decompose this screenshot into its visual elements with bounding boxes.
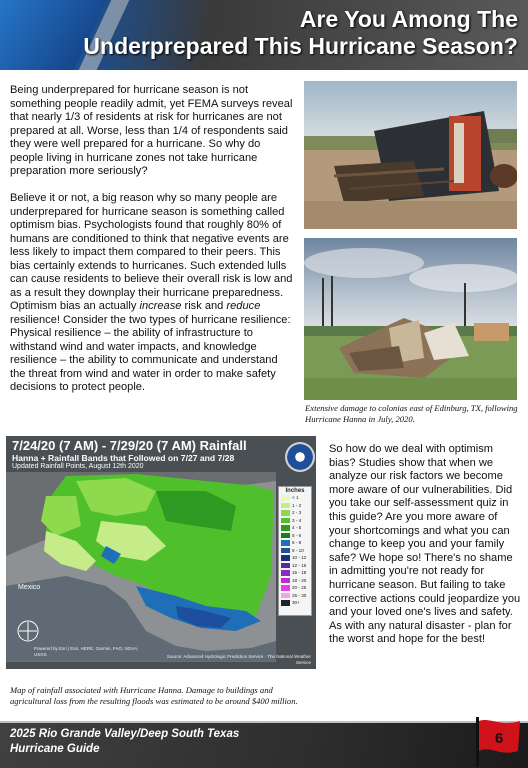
legend-label: 15 - 18 (292, 570, 307, 576)
legend-swatch (281, 593, 290, 599)
legend-item (279, 532, 311, 540)
legend-swatch (281, 525, 290, 531)
footer-guide-title (10, 727, 239, 757)
map-caption: Map of rainfall associated with Hurricane Hanna. Damage to buildings and agricultural loss from the resulting floods was estimated to be around $400 million. (10, 685, 298, 706)
legend-label: 30+ (292, 600, 300, 606)
legend-item (279, 524, 311, 532)
legend-title: Inches (285, 488, 305, 494)
legend-item (279, 517, 311, 525)
legend-label: < 1 (292, 495, 299, 501)
paragraph-2 (10, 192, 296, 395)
legend-item (279, 562, 311, 570)
legend-swatch (281, 563, 290, 569)
legend-label: 4 - 5 (292, 525, 302, 531)
legend-label: 10 - 12 (292, 555, 307, 561)
legend-swatch (281, 578, 290, 584)
page-number: 6 (495, 730, 504, 747)
legend-swatch (281, 533, 290, 539)
map-subtitle: Hanna + Rainfall Bands that Followed on 7/27 and 7/28 (12, 453, 235, 463)
legend-item (279, 592, 311, 600)
emphasis-increase: increase (139, 300, 182, 312)
legend-label: 2 - 3 (292, 510, 302, 516)
legend-item (279, 539, 311, 547)
photo-caption: Extensive damage to colonias east of Edinburg, TX, following Hurricane Hanna in July, 2020. (305, 403, 518, 424)
map-updated-note: Updated Rainfall Points, August 12th 2020 (12, 463, 144, 470)
paragraph-1: Being underprepared for hurricane season is not something people readily admit, yet FEMA surveys reveal that nearly 1/3 of residents at risk for hurricanes are not prepared at all. Worse, less than 1/4 of respondents said they were well prepared for a hurricane. So why do people living in hurricane zones not take hurricane preparation more seriously? (10, 84, 293, 177)
legend-item (279, 599, 311, 607)
legend-swatch (281, 555, 290, 561)
legend-label: 8 - 10 (292, 547, 304, 553)
paragraph-2-text-a: Believe it or not, a big reason why so many people are underprepared for hurricane season is something called optimism bias. Psychologists found that roughly 80% of humans are conditioned to think that negative events are less likely to impact them compared to their peers. This bias certainly extends to hurricanes. Such extended lulls can cause residents to believe their overall risk is low and as a result they downplay their hurricane preparedness. Optimism bias an actually (10, 192, 293, 312)
map-attribution: Powered by Esri | Esri, HERE, Garmin, FAO, NOAA, USGS (34, 646, 139, 657)
article-right-column: So how do we deal with optimism bias? Studies show that when we analyze our risk factors we become more aware of our vulnerabilities. Did you take our self-assessment quiz in this guide? Are you more aware of your shortcomings and what you can change to keep you and your family safe? We hope so! There's no shame in admitting you're not ready for hurricane season. But failing to take corrective actions could jeopardize you and your loved one's lives and safety. As with any natural disaster - plan for the worst and hope for the best! (329, 443, 521, 646)
legend-label: 1 - 2 (292, 502, 302, 508)
map-title: 7/24/20 (7 AM) - 7/29/20 (7 AM) Rainfall (12, 438, 247, 453)
legend-swatch (281, 510, 290, 516)
footer-line-1: 2025 Rio Grande Valley/Deep South Texas (10, 728, 240, 740)
legend-item (279, 569, 311, 577)
legend-item (279, 502, 311, 510)
emphasis-reduce: reduce (226, 300, 261, 312)
legend-swatch (281, 548, 290, 554)
page-header (0, 0, 528, 70)
legend-item (279, 547, 311, 555)
legend-item (279, 494, 311, 502)
legend-rows (279, 494, 311, 607)
legend-label: 20 - 25 (292, 585, 307, 591)
legend-swatch (281, 570, 290, 576)
legend-label: 6 - 8 (292, 540, 302, 546)
damage-photo-1 (304, 81, 517, 229)
map-label-mexico: Mexico (18, 584, 41, 591)
legend-swatch (281, 585, 290, 591)
paragraph-2-text-c: resilience! Consider the two types of hurricane resilience: Physical resilience – the ability of infrastructure to withstand wind and water impacts, and knowledge resilience – the ability to communicate and understand the threat from wind and water in order to make safety decisions to protect people. (10, 313, 291, 393)
legend-item (279, 554, 311, 562)
legend-label: 12 - 15 (292, 562, 307, 568)
legend-label: 18 - 20 (292, 577, 307, 583)
legend-label: 3 - 4 (292, 517, 302, 523)
map-source: Source: Advanced Hydrologic Prediction Service · The National Weather Service (166, 654, 311, 665)
legend-item (279, 577, 311, 585)
damage-photo-2 (304, 238, 517, 400)
page-title (48, 6, 518, 60)
map-legend (278, 486, 312, 616)
footer-line-2: Hurricane Guide (10, 743, 100, 755)
legend-label: 25 - 30 (292, 592, 307, 598)
legend-swatch (281, 600, 290, 606)
legend-item (279, 509, 311, 517)
legend-item (279, 584, 311, 592)
legend-swatch (281, 495, 290, 501)
nws-logo-icon (285, 442, 315, 472)
legend-swatch (281, 503, 290, 509)
title-line-1: Are You Among The (299, 6, 518, 32)
legend-swatch (281, 518, 290, 524)
rainfall-map (6, 436, 316, 669)
article-left-column (10, 84, 296, 408)
paragraph-2-text-b: risk and (181, 300, 227, 312)
legend-label: 5 - 6 (292, 532, 302, 538)
title-line-2: Underprepared This Hurricane Season? (83, 33, 518, 59)
legend-swatch (281, 540, 290, 546)
